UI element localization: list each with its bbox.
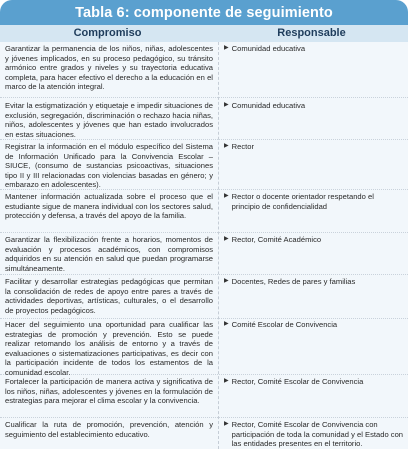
bullet-icon: ▶: [224, 45, 229, 51]
table-row: [0, 189, 408, 233]
compromiso-cell: Garantizar la flexibilización frente a horarios, momentos de evaluación y procesos académicos, con compromisos adquiridos en su atención en salud que puedan programarse simultáneamente.: [5, 235, 213, 273]
responsable-text: Comunidad educativa: [231, 101, 306, 110]
compromiso-cell: Cualificar la ruta de promoción, prevención, atención y seguimiento del establecimiento educativo.: [5, 420, 213, 439]
responsable-cell: [224, 420, 404, 449]
compromiso-cell: Mantener información actualizada sobre el proceso que el estudiante sigue de manera individual con los sectores salud, protección y defensa, a través del apoyo de la familia.: [5, 192, 213, 221]
bullet-icon: ▶: [224, 378, 229, 384]
bullet-icon: ▶: [224, 321, 229, 327]
bullet-icon: ▶: [224, 143, 229, 149]
bullet-icon: ▶: [224, 421, 229, 427]
bullet-icon: ▶: [224, 236, 229, 242]
bullet-icon: ▶: [224, 278, 229, 284]
responsable-text: Rector, Comité Escolar de Convivencia: [231, 377, 364, 386]
responsable-cell: [224, 44, 404, 54]
table-row: [0, 318, 408, 375]
compromiso-cell: Fortalecer la participación de manera activa y significativa de los niños, niñas, adolescentes y jóvenes en la formulación de estrategias para mejorar el clima escolar y la convivencia.: [5, 377, 213, 406]
responsable-cell: [224, 320, 404, 330]
responsable-cell: [224, 192, 404, 211]
responsable-text: Rector, Comité Académico: [231, 235, 322, 244]
table-row: [0, 42, 408, 98]
table-row: [0, 274, 408, 319]
responsable-cell: [224, 277, 404, 287]
responsable-cell: [224, 235, 404, 245]
responsable-cell: [224, 377, 404, 387]
table-row: [0, 374, 408, 418]
responsable-text: Rector o docente orientador respetando el principio de confidencialidad: [231, 192, 374, 211]
table-row: [0, 139, 408, 190]
bullet-icon: ▶: [224, 102, 229, 108]
compromiso-cell: Hacer del seguimiento una oportunidad para cualificar las estrategias de promoción y prevención. Esto se puede realizar retomando los análisis de entorno y a través de evaluaciones o sistematizaciones participativas, es decir con la participación incidente de todos los estamentos de la comunidad escolar.: [5, 320, 213, 377]
responsable-text: Docentes, Redes de pares y familias: [231, 277, 356, 286]
header-responsable: Responsable: [277, 27, 346, 39]
compromiso-cell: Evitar la estigmatización y etiquetaje e impedir situaciones de exclusión, segregación, discriminación o rechazo hacia niñas, niños, adolescentes y jóvenes que han estado involucrados en estas situaciones.: [5, 101, 213, 139]
table-row: [0, 97, 408, 140]
table-row: [0, 232, 408, 275]
compromiso-cell: Registrar la información en el módulo específico del Sistema de Información Unificado para la Convivencia Escolar –SIUCE, (consumo de sustancias psicoactivas, situaciones tipo II y III relacionadas con violencias basadas en género; y embarazo en adolescentes).: [5, 142, 213, 190]
table-title: Tabla 6: componente de seguimiento: [0, 0, 408, 25]
compromiso-cell: Garantizar la permanencia de los niños, niñas, adolescentes y jóvenes implicados, en su proceso pedagógico, su tránsito armónico entre grados y niveles y su trayectoria educativa completa, para hacer efectivo el derecho a la educación en el marco de la atención integral.: [5, 44, 213, 92]
header-compromiso: Compromiso: [73, 27, 142, 39]
responsable-text: Comunidad educativa: [231, 44, 306, 53]
bullet-icon: ▶: [224, 193, 229, 199]
responsable-text: Rector: [231, 142, 254, 151]
responsable-cell: [224, 101, 404, 111]
table-row: [0, 417, 408, 449]
responsable-cell: [224, 142, 404, 152]
table-header: [0, 25, 408, 42]
compromiso-cell: Facilitar y desarrollar estrategias pedagógicas que permitan la consolidación de redes de apoyo entre pares a través de actividades deportivas, artísticas, culturales, o el desarrollo de proyectos pedagógicos.: [5, 277, 213, 315]
responsable-text: Rector, Comité Escolar de Convivencia con participación de toda la comunidad y el Estado con las entidades presentes en el territorio.: [231, 420, 404, 449]
responsable-text: Comité Escolar de Convivencia: [231, 320, 338, 329]
